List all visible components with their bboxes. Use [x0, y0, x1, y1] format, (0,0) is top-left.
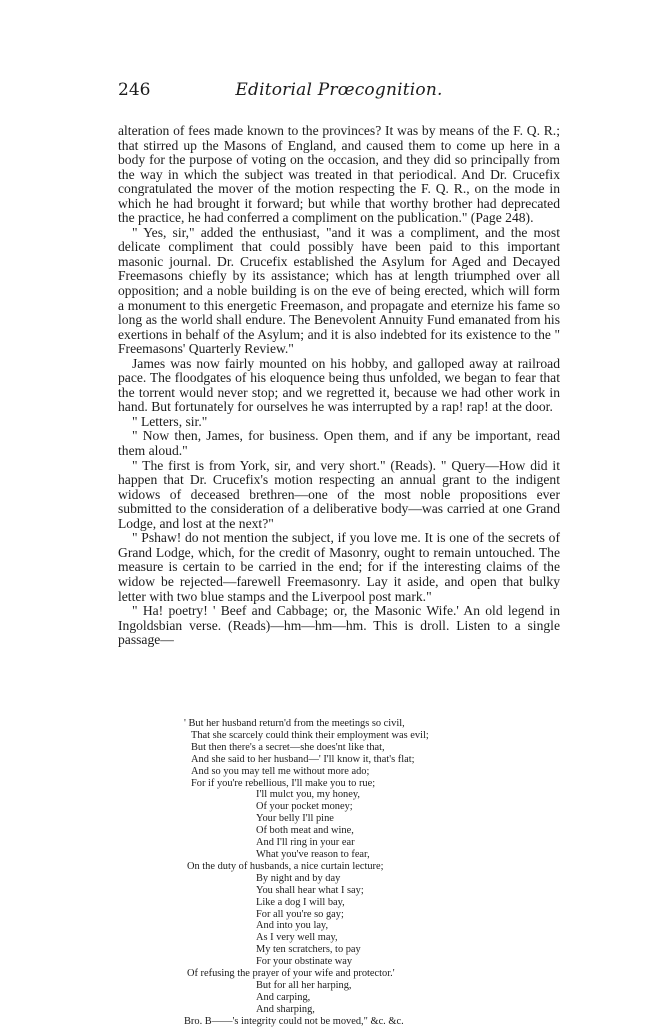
verse-quotation [184, 718, 484, 1028]
verse-line: And she said to her husband—' I'll know it, that's flat; [191, 753, 415, 765]
verse-line: And into you lay, [256, 920, 329, 932]
page-header [118, 80, 560, 104]
verse-line: But then there's a secret—she does'nt like that, [191, 741, 385, 753]
verse-line: Of both meat and wine, [256, 825, 354, 837]
verse-line: Of your pocket money; [256, 801, 353, 813]
paragraph: " Yes, sir," added the enthusiast, "and it was a compliment, and the most delicate compliment that could possibly have been paid to this important masonic journal. Dr. Crucefix established the Asylum for Aged and Decayed Freemasons chiefly by its assistance; which has at length triumphed over all opposition; and a noble building is on the eve of being erected, which will form a monument to this energetic Freemason, and propagate and eternize his fame so long as the world shall endure. The Benevolent Annuity Fund emanated from his exertions in behalf of the Asylum; and it is also indebted for its existence to the " Freemasons' Quarterly Review." [118, 224, 560, 357]
paragraph: " Pshaw! do not mention the subject, if you love me. It is one of the secrets of Grand Lodge, which, for the credit of Masonry, ought to remain untouched. The measure is certain to be carried in the end; for if the interesting claims of the widow be rejected—farewell Freemasonry. Lay it aside, and open that bulky letter with two blue stamps and the Liverpool post mark." [118, 530, 560, 604]
paragraph: " The first is from York, sir, and very short." (Reads). " Query—How did it happen that Dr. Crucefix's motion respecting an annual grant to the indigent widows of deceased brethren—one of the most noble propositions ever submitted to the consideration of a deliberative body—was carried at one Grand Lodge, and lost at the next?" [118, 457, 560, 531]
paragraph: James was now fairly mounted on his hobby, and galloped away at railroad pace. The floodgates of his eloquence being thus unfolded, we began to fear that the torrent would never stop; and we regretted it, because we had other work in hand. But fortunately for ourselves he was interrupted by a rap! rap! at the door. [118, 355, 560, 415]
verse-line: And I'll ring in your ear [256, 837, 355, 849]
verse-line: Like a dog I will bay, [256, 896, 345, 908]
verse-line: And carping, [256, 991, 311, 1003]
body-text [118, 124, 560, 648]
verse-line: Of refusing the prayer of your wife and protector.' [187, 968, 395, 980]
verse-line: But for all her harping, [256, 979, 352, 991]
paragraph: alteration of fees made known to the provinces? It was by means of the F. Q. R.; that stirred up the Masons of England, and caused them to come up here in a body for the purpose of voting on the occasion, and they did so principally from the way in which the subject was treated in that periodical. And Dr. Crucefix congratulated the mover of the motion respecting the F. Q. R., on the mode in which he had brought it forward; but while that worthy brother had deprecated the practice, he had conferred a compliment on the publication." (Page 248). [118, 123, 560, 226]
verse-line: By night and by day [256, 872, 341, 884]
running-title: Editorial Prœcognition. [235, 80, 443, 100]
paragraph: " Letters, sir." [132, 413, 208, 429]
verse-line: What you've reason to fear, [256, 848, 370, 860]
verse-line: And so you may tell me without more ado; [191, 765, 370, 777]
verse-line: For your obstinate way [256, 956, 353, 968]
verse-line: For if you're rebellious, I'll make you to rue; [191, 777, 376, 789]
verse-line: My ten scratchers, to pay [256, 944, 361, 956]
paragraph: " Now then, James, for business. Open them, and if any be important, read them aloud." [118, 428, 560, 459]
verse-line: On the duty of husbands, a nice curtain lecture; [187, 860, 384, 872]
verse-line: And sharping, [256, 1003, 315, 1015]
verse-line: I'll mulct you, my honey, [256, 789, 360, 801]
verse-line: ' But her husband return'd from the meetings so civil, [184, 718, 405, 729]
page-number: 246 [118, 80, 151, 100]
verse-line: For all you're so gay; [256, 908, 344, 920]
verse-line: Your belly I'll pine [256, 813, 334, 825]
verse-line: As I very well may, [256, 932, 338, 944]
verse-line: Bro. B——'s integrity could not be moved," &c. &c. [184, 1015, 404, 1027]
paragraph: " Ha! poetry! ' Beef and Cabbage; or, the Masonic Wife.' An old legend in Ingoldsbian verse. (Reads)—hm—hm—hm. This is droll. Listen to a single passage— [118, 603, 560, 648]
verse-line: That she scarcely could think their employment was evil; [191, 729, 429, 741]
verse-line: You shall hear what I say; [256, 884, 364, 896]
